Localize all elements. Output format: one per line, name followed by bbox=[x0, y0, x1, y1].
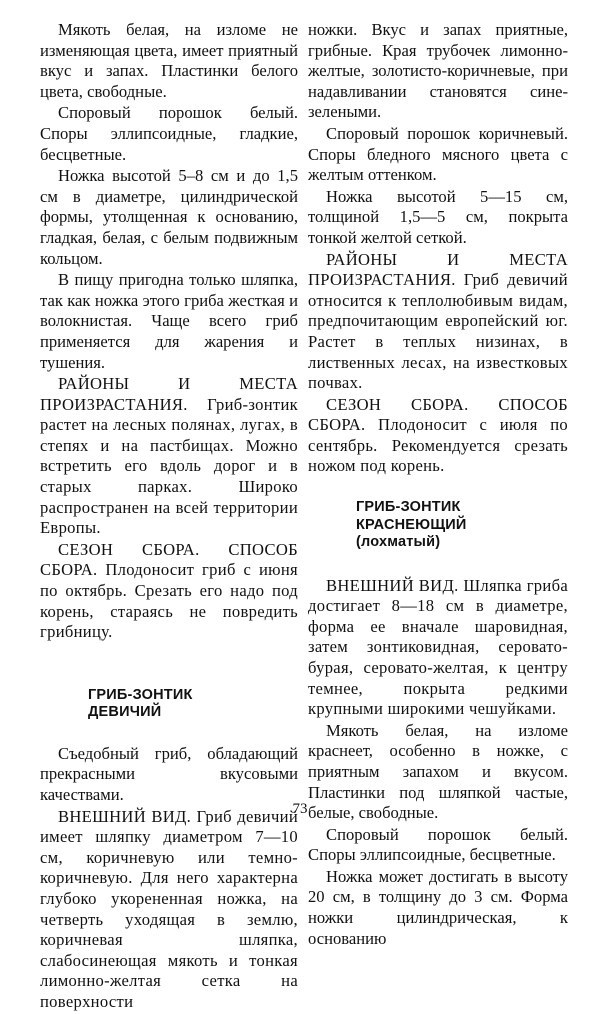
paragraph: Ножка высотой 5–8 см и до 1,5 см в диаметре, цилиндрической формы, утолщенная к основанию, гладкая, белая, с белым подвижным кольцом. bbox=[40, 166, 298, 268]
heading-line: ДЕВИЧИЙ bbox=[88, 704, 162, 721]
heading-subtitle: (лохматый) bbox=[356, 534, 441, 551]
paragraph: ножки. Вкус и запах приятные, грибные. Края трубочек лимонно-желтые, золотисто-коричневые, при надавливании становятся сине-зелеными. bbox=[308, 20, 568, 122]
section-heading-devichiy bbox=[88, 687, 298, 722]
paragraph: СЕЗОН СБОРА. СПОСОБ СБОРА. Плодоносит с июля по сентябрь. Рекомендуется срезать ножом под корень. bbox=[308, 394, 568, 476]
page-number: 73 bbox=[292, 801, 308, 817]
paragraph: СЕЗОН СБОРА. СПОСОБ СБОРА. Плодоносит гриб с июня по октябрь. Срезать его надо под корень, стараясь не повредить грибницу. bbox=[40, 539, 298, 642]
paragraph: Мякоть белая, на изломе не изменяющая цвета, имеет приятный вкус и запах. Пластинки белого цвета, свободные. bbox=[40, 20, 298, 101]
heading-line: ГРИБ-ЗОНТИК bbox=[88, 686, 193, 703]
paragraph: В пищу пригодна только шляпка, так как ножка этого гриба жесткая и волокнистая. Чаще всего гриб применяется для жарения и тушения. bbox=[40, 270, 298, 372]
heading-line: ГРИБ-ЗОНТИК bbox=[356, 499, 461, 516]
left-column bbox=[40, 20, 298, 1014]
section-heading-krasneyushchiy bbox=[356, 499, 568, 552]
paragraph: Споровый порошок белый. Споры эллипсоидные, гладкие, бесцветные. bbox=[40, 103, 298, 164]
paragraph: Споровый порошок коричневый. Споры бледного мясного цвета с желтым оттенком. bbox=[308, 123, 568, 185]
paragraph: Ножка может достигать в высоту 20 см, в толщину до 3 см. Форма ножки цилиндрическая, к основанию bbox=[308, 866, 568, 948]
heading-line: КРАСНЕЮЩИЙ bbox=[356, 516, 467, 533]
paragraph: Мякоть белая, на изломе краснеет, особенно в ножке, с приятным запахом и вкусом. Пластинки под шляпкой частые, белые, свободные. bbox=[308, 720, 568, 823]
paragraph: РАЙОНЫ И МЕСТА ПРОИЗРАСТАНИЯ. Гриб девичий относится к теплолюбивым видам, предпочитающим европейский юг. Растет в теплых низинах, в лиственных лесах, на известковых почвах. bbox=[308, 249, 568, 393]
paragraph: Съедобный гриб, обладающий прекрасными вкусовыми качествами. bbox=[40, 743, 298, 804]
paragraph: ВНЕШНИЙ ВИД. Шляпка гриба достигает 8—18 см в диаметре, форма ее вначале шаровидная, затем зонтиковидная, серовато-бурая, серовато-желтая, к центру темнее, покрыта редкими крупными широкими чешуйками. bbox=[308, 575, 568, 719]
paragraph: ВНЕШНИЙ ВИД. Гриб девичий имеет шляпку диаметром 7—10 см, коричневую или темно-коричневую. Для него характерна глубоко укорененная ножка, на четверть уходящая в землю, коричневая шляпка, слабосинеющая мякоть и тонкая лимонно-желтая сетка на поверхности bbox=[40, 806, 298, 1011]
paragraph: РАЙОНЫ И МЕСТА ПРОИЗРАСТАНИЯ. Гриб-зонтик растет на лесных полянах, лугах, в степях и на пастбищах. Можно встретить его вдоль дорог и в старых парках. Широко распространен на всей территории Европы. bbox=[40, 374, 298, 538]
paragraph: Ножка высотой 5—15 см, толщиной 1,5—5 см, покрыта тонкой желтой сеткой. bbox=[308, 186, 568, 247]
paragraph: Споровый порошок белый. Споры эллипсоидные, бесцветные. bbox=[308, 824, 568, 865]
